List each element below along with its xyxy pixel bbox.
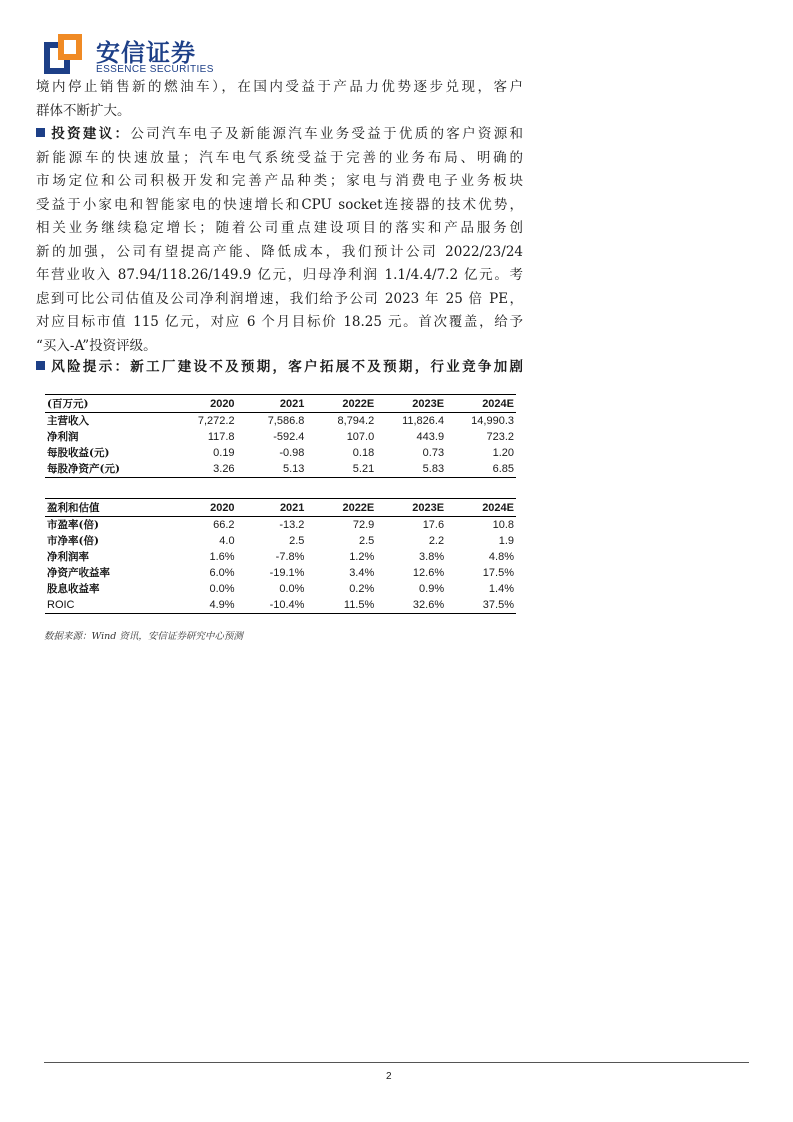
bullet-square-icon (36, 128, 45, 137)
header-cell: (百万元) (45, 395, 167, 413)
bullet-square-icon (36, 361, 45, 370)
table-cell: 6.85 (446, 461, 516, 478)
text-line: 境内停止销售新的燃油车），在国内受益于产品力优势逐步兑现，客户 (36, 79, 523, 95)
header-cell: 2024E (446, 395, 516, 413)
table-row (45, 413, 516, 430)
logo-english-name: ESSENCE SECURITIES (96, 64, 214, 75)
table-cell: 1.6% (209, 551, 235, 563)
text-line: 市场定位和公司积极开发和完善产品种类；家电与消费电子业务板块 (36, 173, 523, 189)
header-cell: 盈利和估值 (45, 499, 167, 517)
table-row (45, 533, 516, 549)
row-label: 净利润 (47, 431, 79, 443)
table-row (45, 429, 516, 445)
table-cell: 3.8% (419, 551, 445, 563)
table-cell: -7.8% (275, 551, 305, 563)
paragraph-continuation (36, 76, 523, 123)
row-label: ROIC (45, 597, 167, 614)
table-cell: 1.20 (492, 447, 514, 459)
text-line: 新能源车的快速放量；汽车电气系统受益于完善的业务布局、明确的 (36, 149, 523, 166)
table-cell: 117.8 (207, 431, 235, 443)
financial-summary-table (45, 394, 516, 478)
row-label: 市净率(倍) (47, 535, 99, 547)
table-cell: 0.9% (419, 583, 445, 595)
risk-warning-text: 风险提示：新工厂建设不及预期，客户拓展不及预期，行业竞争加剧 (49, 359, 523, 375)
table-cell: 7,272.2 (197, 415, 235, 427)
table-cell: 107.0 (346, 431, 375, 443)
table-cell: 0.19 (213, 447, 235, 459)
table-row (45, 461, 516, 478)
table-cell: 0.0% (209, 583, 235, 595)
table-cell: 14,990.3 (471, 415, 514, 427)
row-label: 净利润率 (47, 551, 89, 563)
header-cell: 2021 (237, 395, 307, 413)
row-label: 股息收益率 (47, 583, 100, 595)
table-cell: 1.2% (349, 551, 375, 563)
row-label: 净资产收益率 (47, 567, 110, 579)
table-cell: -10.4% (237, 597, 307, 614)
row-label: 市盈率(倍) (47, 519, 99, 531)
header-cell: 2024E (446, 499, 516, 517)
page-number: 2 (386, 1071, 392, 1082)
text-line: 公司汽车电子及新能源汽车业务受益于优质的客户资源和 (130, 126, 524, 142)
table-cell: 17.6 (422, 519, 445, 531)
table-cell: 0.73 (422, 447, 445, 459)
table-cell: 5.21 (306, 461, 376, 478)
table-cell: 1.4% (488, 583, 514, 595)
text-line: 受益于小家电和智能家电的快速增长和CPU socket连接器的技术优势， (36, 196, 523, 213)
table-cell: 0.18 (352, 447, 375, 459)
table-row (45, 517, 516, 534)
table-cell: 443.9 (416, 431, 445, 443)
essence-logo-icon (44, 34, 82, 74)
row-label: 每股收益(元) (47, 447, 110, 459)
table-cell: 72.9 (352, 519, 375, 531)
table-cell: 17.5% (482, 567, 514, 579)
header-cell: 2020 (167, 395, 237, 413)
table-cell: 7,586.8 (267, 415, 305, 427)
text-line: 相关业务继续稳定增长；随着公司重点建设项目的落实和产品服务创 (36, 220, 523, 236)
text-line: “买入-A”投资评级。 (36, 337, 157, 354)
table-cell: -13.2 (279, 519, 305, 531)
row-label: 每股净资产(元) (45, 461, 167, 478)
table-header-row (45, 499, 516, 517)
table-cell: 4.0 (219, 535, 235, 547)
table-cell: 8,794.2 (337, 415, 375, 427)
table-cell: 2.5 (358, 535, 375, 547)
table-row (45, 445, 516, 461)
text-line: 年营业收入 87.94/118.26/149.9 亿元，归母净利润 1.1/4.4/7.2 亿元。考 (36, 267, 523, 283)
table-cell: 4.8% (488, 551, 514, 563)
risk-warning-paragraph (36, 356, 523, 380)
investment-advice-paragraph (36, 123, 523, 358)
footer-divider (44, 1062, 749, 1063)
table-row (45, 597, 516, 614)
table-cell: 723.2 (486, 431, 514, 443)
table-cell: -19.1% (269, 567, 305, 579)
table-cell: 11.5% (306, 597, 376, 614)
table-cell: 12.6% (412, 567, 445, 579)
header-cell: 2023E (376, 395, 446, 413)
table-cell: 6.0% (209, 567, 235, 579)
header-cell: 2020 (167, 499, 237, 517)
table-cell: 37.5% (446, 597, 516, 614)
text-line: 虑到可比公司估值及公司净利润增速，我们给予公司 2023 年 25 倍 PE， (36, 290, 523, 307)
table-cell: 2.5 (289, 535, 305, 547)
table-row (45, 549, 516, 565)
table-cell: 0.2% (349, 583, 375, 595)
table-cell: 2.2 (428, 535, 445, 547)
logo-chinese-name: 安信证券 (96, 39, 196, 67)
valuation-table (45, 498, 516, 614)
table-cell: -0.98 (279, 447, 305, 459)
table-cell: 1.9 (498, 535, 514, 547)
text-line: 群体不断扩大。 (36, 102, 131, 119)
table-row (45, 565, 516, 581)
table-cell: 3.26 (167, 461, 237, 478)
table-cell: 5.83 (376, 461, 446, 478)
table-cell: 0.0% (279, 583, 305, 595)
table-cell: 5.13 (237, 461, 307, 478)
header-cell: 2021 (237, 499, 307, 517)
text-line: 新的加强，公司有望提高产能、降低成本，我们预计公司 2022/23/24 (36, 243, 523, 260)
table-cell: 3.4% (349, 567, 375, 579)
table-cell: 66.2 (213, 519, 235, 531)
header-cell: 2023E (376, 499, 446, 517)
table-cell: 10.8 (492, 519, 514, 531)
data-source-note: 数据来源：Wind 资讯，安信证券研究中心预测 (44, 631, 243, 642)
table-cell: 32.6% (376, 597, 446, 614)
header-cell: 2022E (306, 499, 376, 517)
header (44, 30, 344, 80)
text-line: 对应目标市值 115 亿元，对应 6 个月目标价 18.25 元。首次覆盖，给予 (36, 314, 523, 330)
investment-advice-title: 投资建议： (49, 126, 131, 142)
table-cell: 11,826.4 (402, 415, 445, 427)
table-cell: 4.9% (167, 597, 237, 614)
header-cell: 2022E (306, 395, 376, 413)
table-cell: -592.4 (273, 431, 305, 443)
table-row (45, 581, 516, 597)
row-label: 主营收入 (47, 415, 89, 427)
table-header-row (45, 395, 516, 413)
